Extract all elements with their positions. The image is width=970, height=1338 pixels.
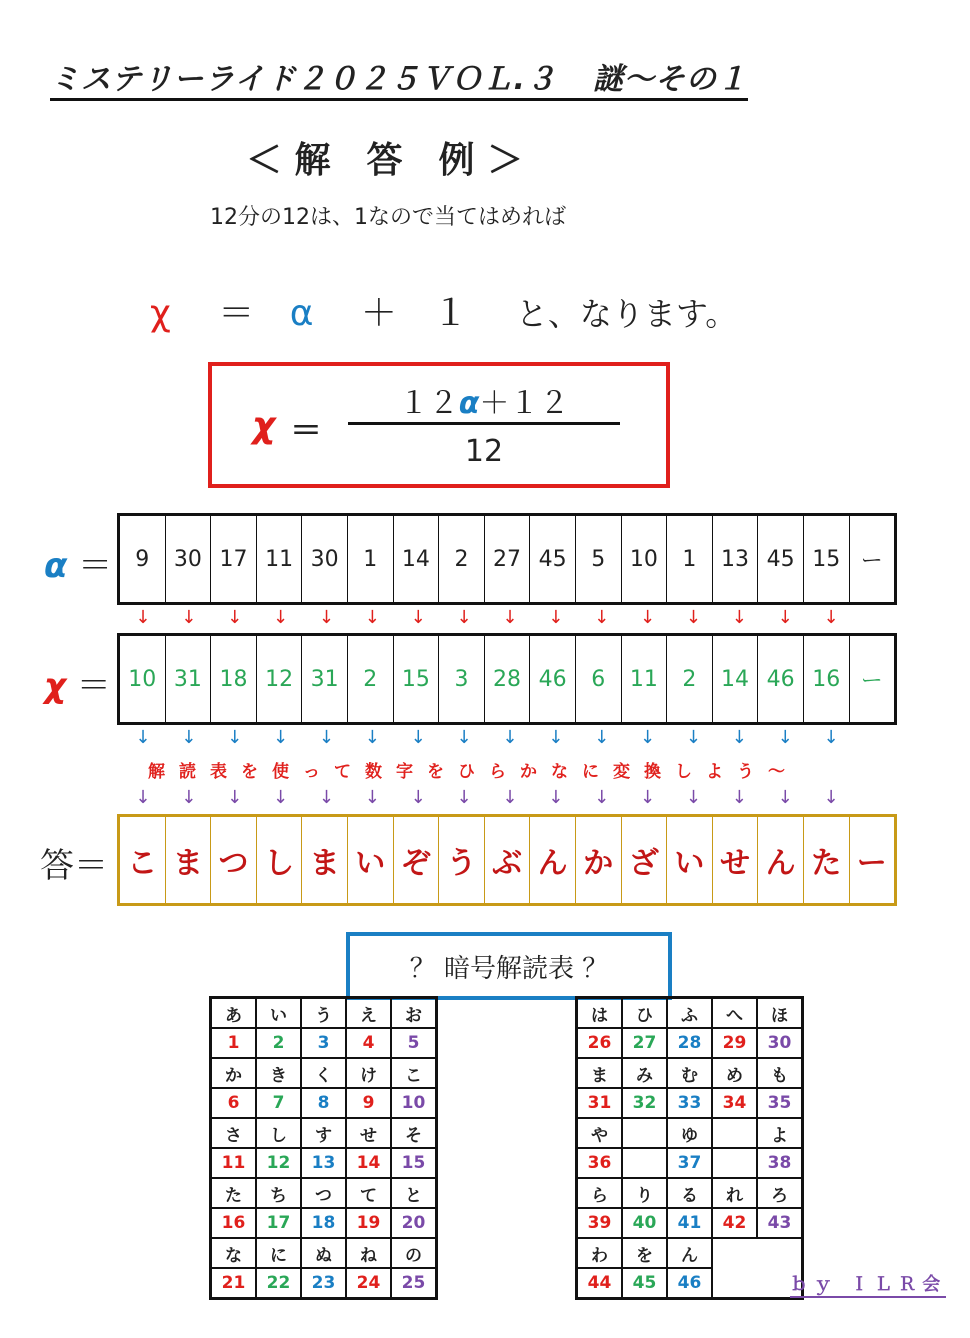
kana-cell: た (211, 1178, 257, 1208)
answer-cell: た (804, 817, 850, 903)
arrows-alpha-to-chi (120, 608, 854, 628)
alpha-cell: 13 (713, 516, 759, 602)
answer-cell: ん (758, 817, 804, 903)
answer-cell: ま (302, 817, 348, 903)
down-arrow-icon: ↓ (273, 607, 289, 628)
number-cell: 33 (667, 1088, 712, 1118)
down-arrow-icon: ↓ (135, 607, 151, 628)
answer-cell: ざ (622, 817, 668, 903)
number-cell: 25 (391, 1268, 437, 1299)
num-alpha: α (458, 386, 480, 421)
down-arrow-icon: ↓ (594, 727, 610, 748)
down-arrow-icon: ↓ (823, 607, 839, 628)
kana-cell: お (391, 998, 437, 1029)
alpha-cell: 1 (667, 516, 713, 602)
kana-cell: ま (577, 1058, 623, 1088)
alpha-cell: 2 (439, 516, 485, 602)
chi-cell: 2 (667, 636, 713, 722)
number-row (577, 1208, 803, 1238)
title-sub: 謎～その１ (592, 62, 748, 97)
answer-cell: し (257, 817, 303, 903)
answer-cell: い (667, 817, 713, 903)
down-arrow-icon: ↓ (181, 727, 197, 748)
answer-equals: ＝ (74, 846, 108, 886)
number-cell: 17 (256, 1208, 301, 1238)
alpha-cell: 1 (348, 516, 394, 602)
credit: ｂｙ ＩＬＲ会 (790, 1270, 946, 1298)
kana-row (211, 1178, 437, 1208)
number-cell: 2 (256, 1028, 301, 1058)
kana-cell: を (622, 1238, 667, 1268)
down-arrow-icon: ↓ (135, 727, 151, 748)
down-arrow-icon: ↓ (410, 787, 426, 808)
kana-cell: ゆ (667, 1118, 712, 1148)
number-cell (622, 1148, 667, 1178)
alpha-cell: 5 (576, 516, 622, 602)
alpha-cell: 45 (530, 516, 576, 602)
down-arrow-icon: ↓ (364, 607, 380, 628)
number-row (211, 1028, 437, 1058)
kana-cell: も (757, 1058, 803, 1088)
kana-cell (712, 1118, 757, 1148)
chi-cell: 46 (758, 636, 804, 722)
kana-cell: つ (301, 1178, 346, 1208)
instruction-text: 解読表を使って数字をひらかなに変換しよう～ (148, 762, 799, 782)
number-cell: 39 (577, 1208, 623, 1238)
formula-denominator: 12 (464, 434, 504, 469)
kana-row (211, 1058, 437, 1088)
down-arrow-icon: ↓ (227, 607, 243, 628)
down-arrow-icon: ↓ (640, 727, 656, 748)
kana-cell: よ (757, 1118, 803, 1148)
down-arrow-icon: ↓ (456, 727, 472, 748)
alpha-cell: 45 (758, 516, 804, 602)
answer-cell: こ (120, 817, 166, 903)
formula-numerator (348, 378, 620, 422)
chi-cell: 15 (394, 636, 440, 722)
down-arrow-icon: ↓ (731, 727, 747, 748)
answer-cell: ぞ (394, 817, 440, 903)
kana-cell: あ (211, 998, 257, 1029)
answer-grid (117, 814, 897, 906)
number-cell: 41 (667, 1208, 712, 1238)
kana-row (577, 1178, 803, 1208)
page-title (50, 62, 748, 101)
down-arrow-icon: ↓ (685, 787, 701, 808)
number-row (577, 1088, 803, 1118)
number-cell: 44 (577, 1268, 623, 1299)
kana-cell: ら (577, 1178, 623, 1208)
down-arrow-icon: ↓ (135, 787, 151, 808)
alpha-cell: 27 (485, 516, 531, 602)
kana-cell: わ (577, 1238, 623, 1268)
chi-cell: 6 (576, 636, 622, 722)
down-arrow-icon: ↓ (273, 787, 289, 808)
kana-row (577, 1118, 803, 1148)
decode-table-right (575, 996, 804, 1300)
eq-one: １ (432, 293, 469, 334)
fraction-bar (348, 422, 620, 425)
down-arrow-icon: ↓ (364, 727, 380, 748)
number-row (577, 1148, 803, 1178)
kana-cell: く (301, 1058, 346, 1088)
kana-row (211, 1238, 437, 1268)
decode-table-left (209, 996, 438, 1300)
down-arrow-icon: ↓ (410, 607, 426, 628)
down-arrow-icon: ↓ (731, 607, 747, 628)
down-arrow-icon: ↓ (777, 607, 793, 628)
number-row (577, 1268, 803, 1299)
down-arrow-icon: ↓ (548, 727, 564, 748)
kana-cell: る (667, 1178, 712, 1208)
kana-cell: う (301, 998, 346, 1029)
alpha-cell: 17 (211, 516, 257, 602)
number-cell: 31 (577, 1088, 623, 1118)
kana-cell: に (256, 1238, 301, 1268)
num-pre: １２ (398, 386, 459, 421)
kana-cell: は (577, 998, 623, 1029)
down-arrow-icon: ↓ (823, 727, 839, 748)
eq-chi: χ (150, 293, 171, 334)
alpha-cell: 10 (622, 516, 668, 602)
formula-equals: ＝ (290, 411, 323, 449)
alpha-grid (117, 513, 897, 605)
answer-cell: う (439, 817, 485, 903)
down-arrow-icon: ↓ (318, 607, 334, 628)
answer-symbol: 答 (40, 846, 74, 886)
number-cell: 40 (622, 1208, 667, 1238)
arrows-to-answer (120, 788, 854, 808)
kana-cell: と (391, 1178, 437, 1208)
number-cell (712, 1148, 757, 1178)
number-cell (712, 1268, 757, 1299)
number-cell: 16 (211, 1208, 257, 1238)
chi-cell: ー (860, 668, 883, 694)
chi-cell: 28 (485, 636, 531, 722)
kana-cell: れ (712, 1178, 757, 1208)
down-arrow-icon: ↓ (181, 607, 197, 628)
number-cell: 29 (712, 1028, 757, 1058)
chi-cell: 16 (804, 636, 850, 722)
alpha-symbol: α (44, 546, 68, 586)
kana-cell (622, 1118, 667, 1148)
chi-cell: 18 (211, 636, 257, 722)
down-arrow-icon: ↓ (227, 727, 243, 748)
kana-cell: し (256, 1118, 301, 1148)
answer-cell: い (348, 817, 394, 903)
down-arrow-icon: ↓ (181, 787, 197, 808)
equation-line (150, 285, 737, 336)
formula-chi: χ (252, 405, 276, 446)
kana-cell: へ (712, 998, 757, 1029)
down-arrow-icon: ↓ (318, 727, 334, 748)
number-cell: 46 (667, 1268, 712, 1299)
number-row (577, 1028, 803, 1058)
down-arrow-icon: ↓ (227, 787, 243, 808)
kana-cell: ね (346, 1238, 391, 1268)
answer-label (40, 838, 108, 887)
answer-heading: ＜ 解 答 例 ＞ (246, 140, 524, 181)
kana-row (577, 1238, 803, 1268)
number-cell: 6 (211, 1088, 257, 1118)
down-arrow-icon: ↓ (594, 787, 610, 808)
number-cell: 15 (391, 1148, 437, 1178)
number-cell: 10 (391, 1088, 437, 1118)
chi-cell: 12 (257, 636, 303, 722)
chi-label (44, 658, 111, 707)
eq-plus: ＋ (360, 293, 397, 334)
number-row (211, 1268, 437, 1299)
eq-alpha: α (289, 293, 314, 334)
down-arrow-icon: ↓ (685, 607, 701, 628)
number-cell: 14 (346, 1148, 391, 1178)
number-cell: 37 (667, 1148, 712, 1178)
number-cell: 43 (757, 1208, 803, 1238)
kana-row (211, 1118, 437, 1148)
decode-table-title: ？ 暗号解読表 ？ (346, 932, 672, 1000)
down-arrow-icon: ↓ (777, 787, 793, 808)
answer-cell: ぶ (485, 817, 531, 903)
number-cell: 3 (301, 1028, 346, 1058)
kana-cell: ほ (757, 998, 803, 1029)
number-cell: 34 (712, 1088, 757, 1118)
down-arrow-icon: ↓ (456, 607, 472, 628)
alpha-cell: 11 (257, 516, 303, 602)
title-main: ミステリーライド２０２５ＶＯＬ.３ (50, 62, 557, 97)
kana-cell (757, 1238, 803, 1268)
kana-row (577, 1058, 803, 1088)
kana-cell: す (301, 1118, 346, 1148)
answer-cell: せ (713, 817, 759, 903)
number-cell: 21 (211, 1268, 257, 1299)
answer-cell: ん (530, 817, 576, 903)
number-cell: 24 (346, 1268, 391, 1299)
kana-cell: ち (256, 1178, 301, 1208)
number-cell: 11 (211, 1148, 257, 1178)
number-cell: 23 (301, 1268, 346, 1299)
alpha-cell: 30 (166, 516, 212, 602)
intro-text: 12分の12は、1なので当てはめれば (210, 205, 566, 230)
answer-cell: か (576, 817, 622, 903)
kana-cell (712, 1238, 757, 1268)
number-cell: 4 (346, 1028, 391, 1058)
down-arrow-icon: ↓ (548, 787, 564, 808)
kana-cell: さ (211, 1118, 257, 1148)
kana-row (577, 998, 803, 1029)
down-arrow-icon: ↓ (548, 607, 564, 628)
kana-cell: ぬ (301, 1238, 346, 1268)
chi-cell: 10 (120, 636, 166, 722)
number-cell: 30 (757, 1028, 803, 1058)
kana-cell: ん (667, 1238, 712, 1268)
number-cell: 12 (256, 1148, 301, 1178)
arrows-chi-down (120, 728, 854, 748)
kana-cell: こ (391, 1058, 437, 1088)
number-cell: 9 (346, 1088, 391, 1118)
kana-cell: け (346, 1058, 391, 1088)
down-arrow-icon: ↓ (410, 727, 426, 748)
number-cell: 7 (256, 1088, 301, 1118)
down-arrow-icon: ↓ (640, 787, 656, 808)
down-arrow-icon: ↓ (777, 727, 793, 748)
number-cell: 19 (346, 1208, 391, 1238)
down-arrow-icon: ↓ (685, 727, 701, 748)
number-cell: 20 (391, 1208, 437, 1238)
down-arrow-icon: ↓ (731, 787, 747, 808)
down-arrow-icon: ↓ (502, 607, 518, 628)
eq-equals: ＝ (218, 293, 255, 334)
number-cell: 5 (391, 1028, 437, 1058)
alpha-cell: 30 (302, 516, 348, 602)
down-arrow-icon: ↓ (318, 787, 334, 808)
number-cell: 13 (301, 1148, 346, 1178)
kana-cell: ひ (622, 998, 667, 1029)
chi-grid (117, 633, 897, 725)
kana-row (211, 998, 437, 1029)
kana-cell: そ (391, 1118, 437, 1148)
alpha-cell: 9 (120, 516, 166, 602)
chi-equals: ＝ (76, 666, 111, 706)
chi-symbol: χ (44, 666, 66, 706)
kana-cell: む (667, 1058, 712, 1088)
kana-cell: ふ (667, 998, 712, 1029)
answer-cell: つ (211, 817, 257, 903)
number-row (211, 1088, 437, 1118)
number-row (211, 1208, 437, 1238)
kana-cell: き (256, 1058, 301, 1088)
number-cell: 8 (301, 1088, 346, 1118)
number-cell: 22 (256, 1268, 301, 1299)
num-post: ＋１２ (479, 386, 570, 421)
kana-cell: か (211, 1058, 257, 1088)
kana-cell: ろ (757, 1178, 803, 1208)
number-cell: 28 (667, 1028, 712, 1058)
kana-cell: め (712, 1058, 757, 1088)
number-cell: 38 (757, 1148, 803, 1178)
alpha-cell: ー (860, 548, 883, 574)
kana-cell: な (211, 1238, 257, 1268)
down-arrow-icon: ↓ (273, 727, 289, 748)
chi-cell: 11 (622, 636, 668, 722)
kana-cell: い (256, 998, 301, 1029)
number-cell: 1 (211, 1028, 257, 1058)
number-row (211, 1148, 437, 1178)
number-cell: 32 (622, 1088, 667, 1118)
number-cell: 35 (757, 1088, 803, 1118)
number-cell: 18 (301, 1208, 346, 1238)
kana-cell: て (346, 1178, 391, 1208)
chi-cell: 3 (439, 636, 485, 722)
eq-tail: と、なります。 (515, 295, 738, 333)
kana-cell: り (622, 1178, 667, 1208)
kana-cell: や (577, 1118, 623, 1148)
down-arrow-icon: ↓ (502, 787, 518, 808)
down-arrow-icon: ↓ (823, 787, 839, 808)
kana-cell: み (622, 1058, 667, 1088)
alpha-cell: 15 (804, 516, 850, 602)
alpha-label (44, 538, 112, 587)
chi-cell: 46 (530, 636, 576, 722)
number-cell: 45 (622, 1268, 667, 1299)
number-cell: 36 (577, 1148, 623, 1178)
down-arrow-icon: ↓ (364, 787, 380, 808)
down-arrow-icon: ↓ (456, 787, 472, 808)
answer-cell: ま (166, 817, 212, 903)
chi-cell: 14 (713, 636, 759, 722)
number-cell: 42 (712, 1208, 757, 1238)
alpha-cell: 14 (394, 516, 440, 602)
number-cell: 27 (622, 1028, 667, 1058)
chi-cell: 31 (302, 636, 348, 722)
kana-cell: え (346, 998, 391, 1029)
chi-cell: 2 (348, 636, 394, 722)
down-arrow-icon: ↓ (640, 607, 656, 628)
alpha-equals: ＝ (78, 546, 113, 586)
down-arrow-icon: ↓ (594, 607, 610, 628)
answer-cell: ー (856, 846, 887, 881)
down-arrow-icon: ↓ (502, 727, 518, 748)
chi-cell: 31 (166, 636, 212, 722)
number-cell: 26 (577, 1028, 623, 1058)
kana-cell: せ (346, 1118, 391, 1148)
kana-cell: の (391, 1238, 437, 1268)
